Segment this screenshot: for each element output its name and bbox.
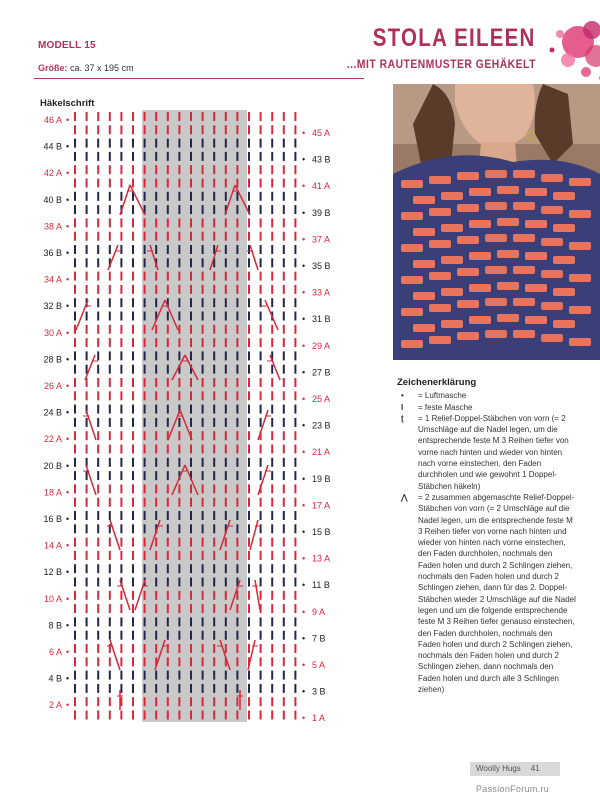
- chart-heading: Häkelschrift: [40, 98, 95, 109]
- row-label-dot: •: [302, 553, 306, 564]
- row-label-left: 20 B: [43, 460, 62, 471]
- row-label-left: 38 A: [43, 221, 62, 232]
- row-label-right: 9 A: [312, 606, 326, 617]
- row-label-dot: •: [302, 633, 306, 644]
- relief-stitch-mark: [250, 520, 258, 550]
- relief-stitch-mark: [250, 245, 258, 270]
- row-label-left: 26 A: [43, 381, 62, 391]
- row-label-right: 23 B: [312, 420, 331, 431]
- row-label-dot: •: [66, 274, 70, 285]
- row-label-dot: •: [66, 673, 70, 684]
- row-label-left: 46 A: [43, 115, 62, 125]
- pattern-subtitle: ...MIT RAUTENMUSTER GEHÄKELT: [346, 57, 536, 71]
- single-crochet-icon: I: [401, 402, 404, 412]
- watermark: PassionForum.ru: [476, 784, 550, 794]
- row-label-dot: •: [66, 647, 70, 657]
- row-label-dot: •: [302, 287, 306, 298]
- row-label-dot: •: [302, 447, 306, 458]
- row-label-right: 1 A: [312, 713, 326, 724]
- pattern-title: STOLA EILEEN: [373, 24, 536, 52]
- row-label-left: 22 A: [43, 434, 62, 445]
- row-label-right: 25 A: [312, 394, 331, 404]
- row-label-dot: •: [302, 314, 306, 325]
- row-label-left: 34 A: [43, 274, 62, 285]
- row-label-left: 2 A: [48, 700, 62, 711]
- row-label-right: 31 B: [312, 314, 331, 325]
- row-label-dot: •: [302, 367, 306, 378]
- row-label-dot: •: [302, 527, 306, 537]
- legend-item-relief-treble: [397, 413, 577, 492]
- row-label-left: 14 A: [43, 540, 62, 551]
- row-label-dot: •: [66, 115, 70, 125]
- row-label-dot: •: [66, 168, 70, 179]
- row-label-dot: •: [66, 700, 70, 711]
- relief-stitch-mark: [258, 410, 268, 440]
- row-label-dot: •: [66, 540, 70, 551]
- row-label-right: 17 A: [312, 500, 331, 511]
- row-label-right: 13 A: [312, 553, 331, 564]
- row-label-left: 30 A: [43, 327, 62, 338]
- row-label-left: 36 B: [43, 248, 62, 258]
- relief-stitch-mark: [110, 640, 120, 670]
- row-label-left: 28 B: [43, 354, 62, 365]
- row-label-dot: •: [66, 248, 70, 258]
- row-label-left: 44 B: [43, 141, 62, 152]
- row-label-left: 32 B: [43, 301, 62, 312]
- magazine-name: Woolly Hugs: [476, 764, 521, 773]
- legend: [397, 377, 577, 695]
- legend-item-single-crochet: [397, 402, 577, 413]
- row-label-dot: •: [302, 340, 306, 351]
- row-label-dot: •: [302, 128, 306, 138]
- row-label-dot: •: [66, 194, 70, 205]
- legend-text: = Luftmasche: [418, 391, 467, 401]
- legend-text: = feste Masche: [418, 402, 473, 412]
- relief-stitch-mark: [255, 580, 260, 610]
- row-label-dot: •: [302, 500, 306, 511]
- row-label-right: 15 B: [312, 527, 331, 537]
- size-label: Größe:: [38, 63, 68, 73]
- row-label-dot: •: [66, 620, 70, 631]
- row-label-dot: •: [66, 354, 70, 365]
- row-label-dot: •: [66, 327, 70, 338]
- row-label-dot: •: [302, 154, 306, 165]
- row-label-dot: •: [302, 713, 306, 724]
- row-label-right: 45 A: [312, 128, 331, 138]
- row-label-dot: •: [66, 567, 70, 578]
- row-label-dot: •: [302, 207, 306, 218]
- row-label-dot: •: [302, 686, 306, 697]
- page-number: 41: [530, 764, 540, 773]
- relief-stitch-mark: [110, 520, 120, 550]
- row-label-right: 35 B: [312, 261, 331, 271]
- legend-text: = 2 zusammen abgemaschte Relief-Doppel-Stäbchen von vorn (= 2 Umschläge auf die Nadel legen, um die entsprechende feste M 3 Reihen tiefer von vorne nach hinten und wieder von hinten nach vorne einstechen, den Faden durchholen, nochmals den Faden holen und durch 2 Schlingen ziehen, nochmals den Faden holen und durch 2 Schlingen ziehen, dann für das 2. Doppel-Stäbchen wieder 2 Umschläge auf die Nadel legen und um die folgende entsprechende feste M 3 Reihen tiefer genauso einstechen, den Faden durchholen, nochmals den Faden holen und durch 2 Schlingen ziehen, nochmals den Faden holen und durch 2 Schlingen ziehen, dann nochmals den Faden holen und durch alle 3 Schlingen ziehen): [418, 492, 576, 695]
- relief-stitch-mark: [258, 465, 268, 495]
- legend-item-treble-decrease: [397, 492, 577, 695]
- row-label-dot: •: [302, 181, 306, 192]
- page-footer: [470, 762, 560, 776]
- legend-text: = 1 Relief-Doppel-Stäbchen von vorn (= 2 Umschläge auf die Nadel legen, um die entsprechende feste M 3 Reihen tiefer von vorne nach hinten und wieder von hinten nach vorne einstechen, den Faden durchholen und wie gewohnt 1 Doppel-Stäbchen häkeln): [418, 413, 569, 491]
- row-label-right: 3 B: [312, 686, 326, 697]
- row-label-left: 4 B: [48, 673, 62, 684]
- row-label-right: 5 A: [312, 660, 326, 670]
- row-label-dot: •: [302, 394, 306, 404]
- row-label-dot: •: [66, 407, 70, 418]
- row-label-dot: •: [66, 221, 70, 232]
- row-label-left: 10 A: [43, 593, 62, 604]
- row-label-dot: •: [66, 514, 70, 524]
- chain-stitch-icon: •: [401, 391, 404, 401]
- row-label-dot: •: [66, 487, 70, 498]
- row-label-right: 37 A: [312, 234, 331, 245]
- row-label-right: 43 B: [312, 154, 331, 165]
- row-label-dot: •: [66, 141, 70, 152]
- row-label-right: 41 A: [312, 181, 331, 192]
- row-label-left: 24 B: [43, 407, 62, 418]
- row-label-right: 19 B: [312, 473, 331, 484]
- row-label-right: 27 B: [312, 367, 331, 378]
- row-label-left: 16 B: [43, 514, 62, 524]
- row-label-dot: •: [302, 606, 306, 617]
- row-label-right: 33 A: [312, 287, 331, 298]
- row-label-dot: •: [302, 261, 306, 271]
- row-label-right: 21 A: [312, 447, 331, 458]
- model-number: MODELL 15: [38, 40, 96, 51]
- legend-heading: Zeichenerklärung: [397, 377, 477, 388]
- legend-item-chain: [397, 390, 577, 401]
- row-label-dot: •: [302, 660, 306, 670]
- row-label-dot: •: [66, 460, 70, 471]
- treble-decrease-icon: ⋀: [401, 492, 408, 502]
- row-label-left: 40 B: [43, 194, 62, 205]
- row-label-left: 6 A: [48, 647, 62, 657]
- row-label-right: 39 B: [312, 207, 331, 218]
- row-label-right: 7 B: [312, 633, 326, 644]
- row-label-left: 12 B: [43, 567, 62, 578]
- row-label-dot: •: [302, 580, 306, 591]
- row-label-dot: •: [66, 434, 70, 445]
- size-value: ca. 37 x 195 cm: [70, 63, 134, 73]
- row-label-dot: •: [302, 420, 306, 431]
- repeat-highlight: [142, 110, 247, 722]
- row-label-dot: •: [66, 301, 70, 312]
- row-label-left: 18 A: [43, 487, 62, 498]
- row-label-left: 8 B: [48, 620, 62, 631]
- row-label-left: 42 A: [43, 168, 62, 179]
- relief-treble-icon: ʈ: [401, 413, 404, 423]
- row-label-dot: •: [66, 593, 70, 604]
- row-label-dot: •: [302, 473, 306, 484]
- row-label-dot: •: [66, 381, 70, 391]
- row-label-right: 29 A: [312, 340, 331, 351]
- row-label-dot: •: [302, 234, 306, 245]
- row-label-right: 11 B: [312, 580, 330, 591]
